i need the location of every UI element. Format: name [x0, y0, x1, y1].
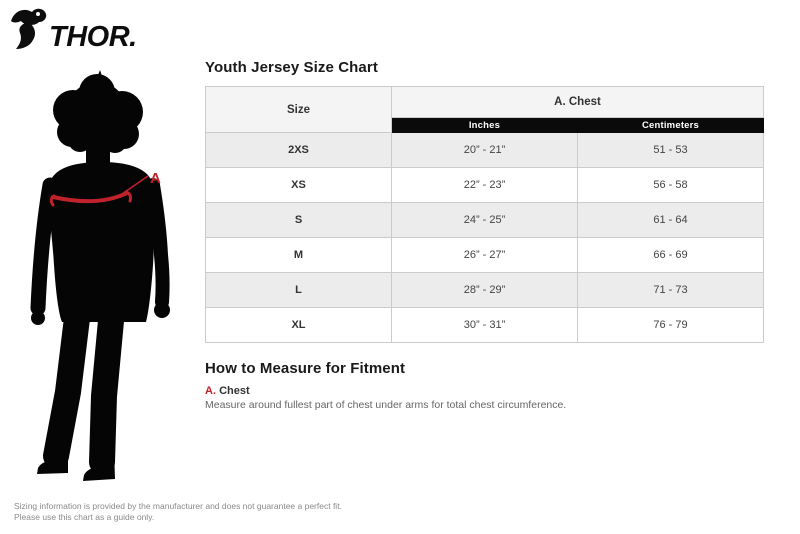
measure-item-label: [205, 385, 765, 397]
table-row: [206, 238, 764, 273]
size-value: XS: [206, 168, 392, 203]
measurement-figure-svg: [10, 70, 200, 490]
inches-value: 26” - 27”: [392, 238, 578, 273]
table-row: [206, 168, 764, 203]
table-row: [206, 133, 764, 168]
size-value: 2XS: [206, 133, 392, 168]
table-row: [206, 203, 764, 238]
inches-value: 30” - 31”: [392, 308, 578, 343]
inches-value: 28” - 29”: [392, 273, 578, 308]
size-chart-title: Youth Jersey Size Chart: [205, 59, 378, 76]
measure-item-key: A.: [205, 385, 216, 397]
measure-item-description: Measure around fullest part of chest under arms for total chest circumference.: [205, 399, 567, 411]
column-header-size: Size: [206, 87, 392, 133]
cm-value: 51 - 53: [578, 133, 764, 168]
cm-value: 76 - 79: [578, 308, 764, 343]
disclaimer-line-1: Sizing information is provided by the manufacturer and does not guarantee a perfect fit.: [14, 501, 342, 511]
thor-wordmark: THOR.: [49, 21, 136, 51]
thor-logo-svg: [8, 5, 136, 51]
size-value: XL: [206, 308, 392, 343]
measure-title: How to Measure for Fitment: [205, 360, 406, 377]
column-header-inches: Inches: [392, 118, 578, 133]
cm-value: 71 - 73: [578, 273, 764, 308]
measure-section: [205, 360, 765, 411]
size-value: L: [206, 273, 392, 308]
sizing-disclaimer: [14, 501, 354, 524]
table-row: [206, 308, 764, 343]
inches-value: 24” - 25”: [392, 203, 578, 238]
thor-hammer-icon: [11, 9, 46, 49]
thor-logo: [8, 5, 136, 51]
chest-measure-label: A: [150, 170, 161, 187]
table-row: [206, 273, 764, 308]
disclaimer-line-2: Please use this chart as a guide only.: [14, 512, 155, 523]
cm-value: 56 - 58: [578, 168, 764, 203]
size-chart-table: [205, 86, 764, 343]
size-chart-content: [205, 59, 765, 411]
cm-value: 61 - 64: [578, 203, 764, 238]
inches-value: 22” - 23”: [392, 168, 578, 203]
measure-item-name: Chest: [219, 385, 250, 397]
cm-value: 66 - 69: [578, 238, 764, 273]
column-header-centimeters: Centimeters: [578, 118, 764, 133]
size-value: S: [206, 203, 392, 238]
measurement-figure: [10, 70, 200, 490]
child-silhouette-icon: [31, 70, 170, 481]
measure-item-chest: [205, 385, 765, 411]
column-header-chest: A. Chest: [392, 87, 764, 118]
size-value: M: [206, 238, 392, 273]
inches-value: 20” - 21”: [392, 133, 578, 168]
table-header-row: [206, 87, 764, 118]
